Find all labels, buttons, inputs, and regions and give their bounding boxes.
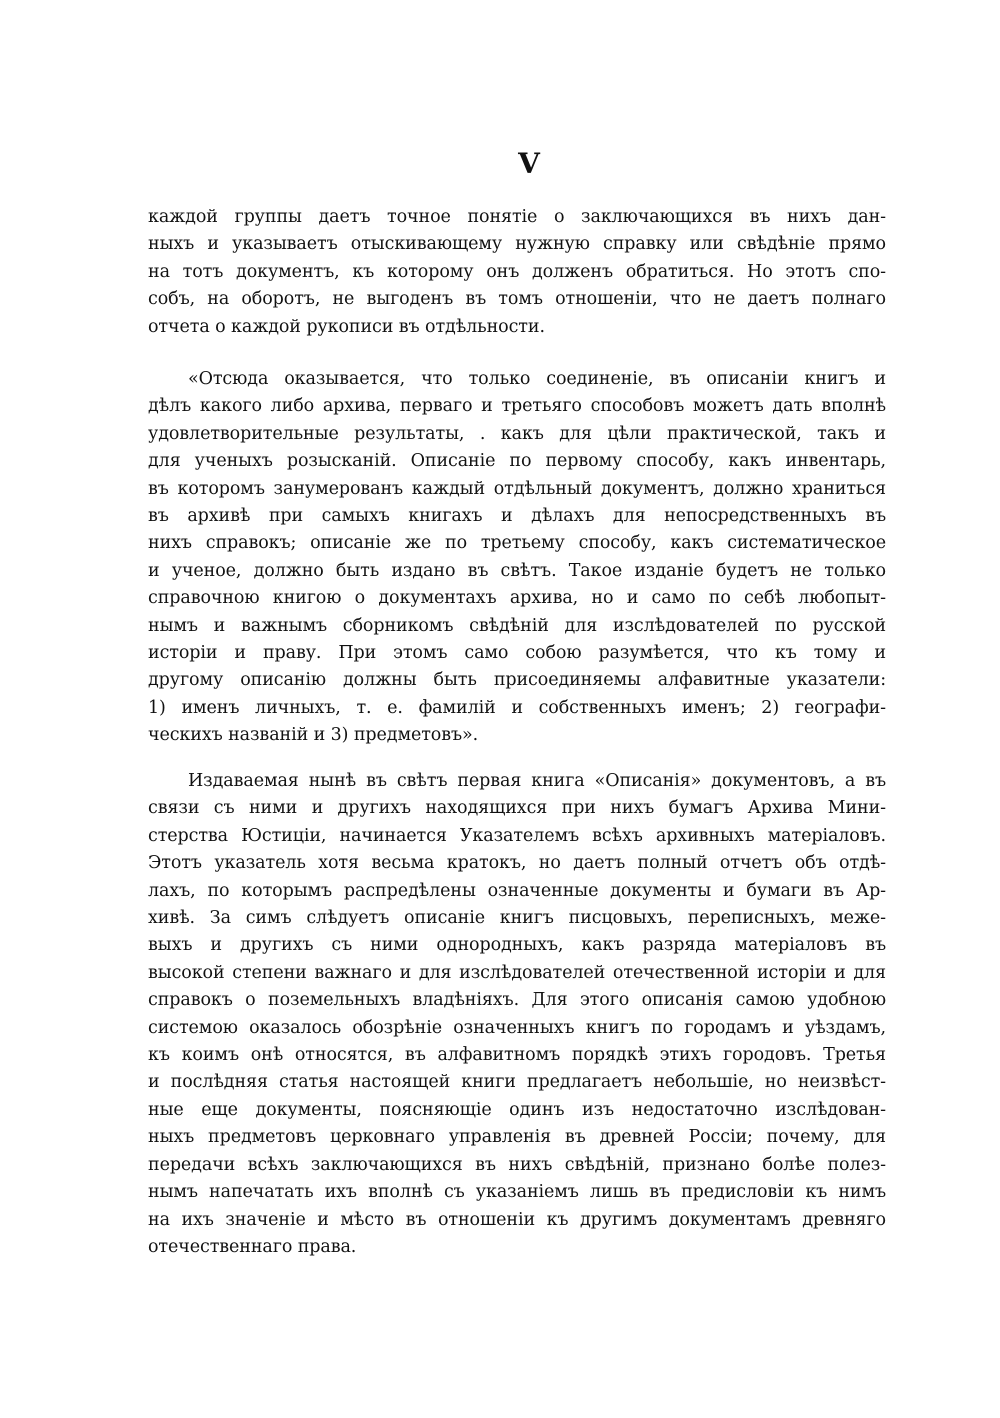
text-line: Этотъ указатель хотя весьма кратокъ, но даетъ полный отчетъ объ отдѣ- [148,853,886,874]
text-line: хивѣ. За симъ слѣдуетъ описаніе книгъ писцовыхъ, переписныхъ, меже- [148,908,886,929]
document-page [148,88,910,1270]
text-line: отечественнаго права. [148,1236,357,1257]
text-line: высокой степени важнаго и для изслѣдователей отечественной исторіи и для [148,962,886,983]
text-line: нымъ напечатать ихъ вполнѣ съ указаніемъ лишь въ предисловіи къ нимъ [148,1182,886,1203]
text-line: каждой группы даетъ точное понятіе о заключающихся въ нихъ дан- [148,207,886,227]
text-line: на тотъ документъ, къ которому онъ долженъ обратиться. Но этотъ спо- [148,261,886,282]
text-line: въ которомъ занумерованъ каждый отдѣльный документъ, должно храниться [148,478,886,499]
text-line: лахъ, по которымъ распредѣлены означенные документы и бумаги въ Ар- [148,880,886,901]
paragraph-3 [148,768,886,1261]
text-line: связи съ ними и другихъ находящихся при нихъ бумагъ Архива Мини- [148,798,886,819]
text-line: другому описанію должны быть присоединяемы алфавитные указатели: [148,670,886,691]
text-line: Издаваемая нынѣ въ свѣтъ первая книга «Описанія» документовъ, а въ [188,771,886,791]
text-line: нихъ справокъ; описаніе же по третьему способу, какъ систематическое [148,533,886,554]
text-line: удовлетворительные результаты, . какъ для цѣли практической, такъ и [148,423,886,444]
text-line: отчета о каждой рукописи въ отдѣльности. [148,316,545,337]
text-line: дѣлъ какого либо архива, перваго и третьяго способовъ можетъ дать вполнѣ [148,396,886,417]
text-line: для ученыхъ розысканій. Описаніе по первому способу, какъ инвентарь, [148,451,886,472]
text-line: въ архивѣ при самыхъ книгахъ и дѣлахъ для непосредственныхъ въ [148,506,886,527]
text-line: стерства Юстиціи, начинается Указателемъ всѣхъ архивныхъ матеріаловъ. [148,825,886,846]
text-line: и ученое, должно быть издано въ свѣтъ. Такое изданіе будетъ не только [148,560,886,581]
text-line: справокъ о поземельныхъ владѣніяхъ. Для этого описанія самою удобною [148,990,886,1011]
text-line: нымъ и важнымъ сборникомъ свѣдѣній для изслѣдователей по русской [148,615,886,636]
text-line: «Отсюда оказывается, что только соединеніе, въ описаніи книгъ и [188,369,886,389]
text-line: 1) именъ личныхъ, т. е. фамилій и собственныхъ именъ; 2) географи- [148,697,886,718]
text-line: собъ, на оборотъ, не выгоденъ въ томъ отношеніи, что не даетъ полнаго [148,289,886,310]
text-line: ныхъ предметовъ церковнаго управленія въ древней Россіи; почему, для [148,1127,886,1148]
paragraph-1 [148,204,886,341]
page-number: V [518,147,540,180]
text-line: передачи всѣхъ заключающихся въ нихъ свѣдѣній, признано болѣе полез- [148,1154,886,1175]
text-line: и послѣдняя статья настоящей книги предлагаетъ небольшіе, но неизвѣст- [148,1072,886,1093]
text-line: исторіи и праву. При этомъ само собою разумѣется, что къ тому и [148,643,886,664]
text-line: справочною книгою о документахъ архива, но и само по себѣ любопыт- [148,588,886,609]
text-line: ческихъ названій и 3) предметовъ». [148,725,479,746]
paragraph-2 [148,366,886,750]
text-line: ныхъ и указываетъ отыскивающему нужную справку или свѣдѣніе прямо [148,234,886,255]
text-line: къ коимъ онѣ относятся, въ алфавитномъ порядкѣ этихъ городовъ. Третья [148,1045,886,1066]
text-line: выхъ и другихъ съ ними однородныхъ, какъ разряда матеріаловъ въ [148,935,886,956]
text-line: на ихъ значеніе и мѣсто въ отношеніи къ другимъ документамъ древняго [148,1209,886,1230]
text-line: системою оказалось обозрѣніе означенныхъ книгъ по городамъ и уѣздамъ, [148,1017,886,1038]
text-line: ные еще документы, поясняющіе одинъ изъ недостаточно изслѣдован- [148,1099,886,1120]
